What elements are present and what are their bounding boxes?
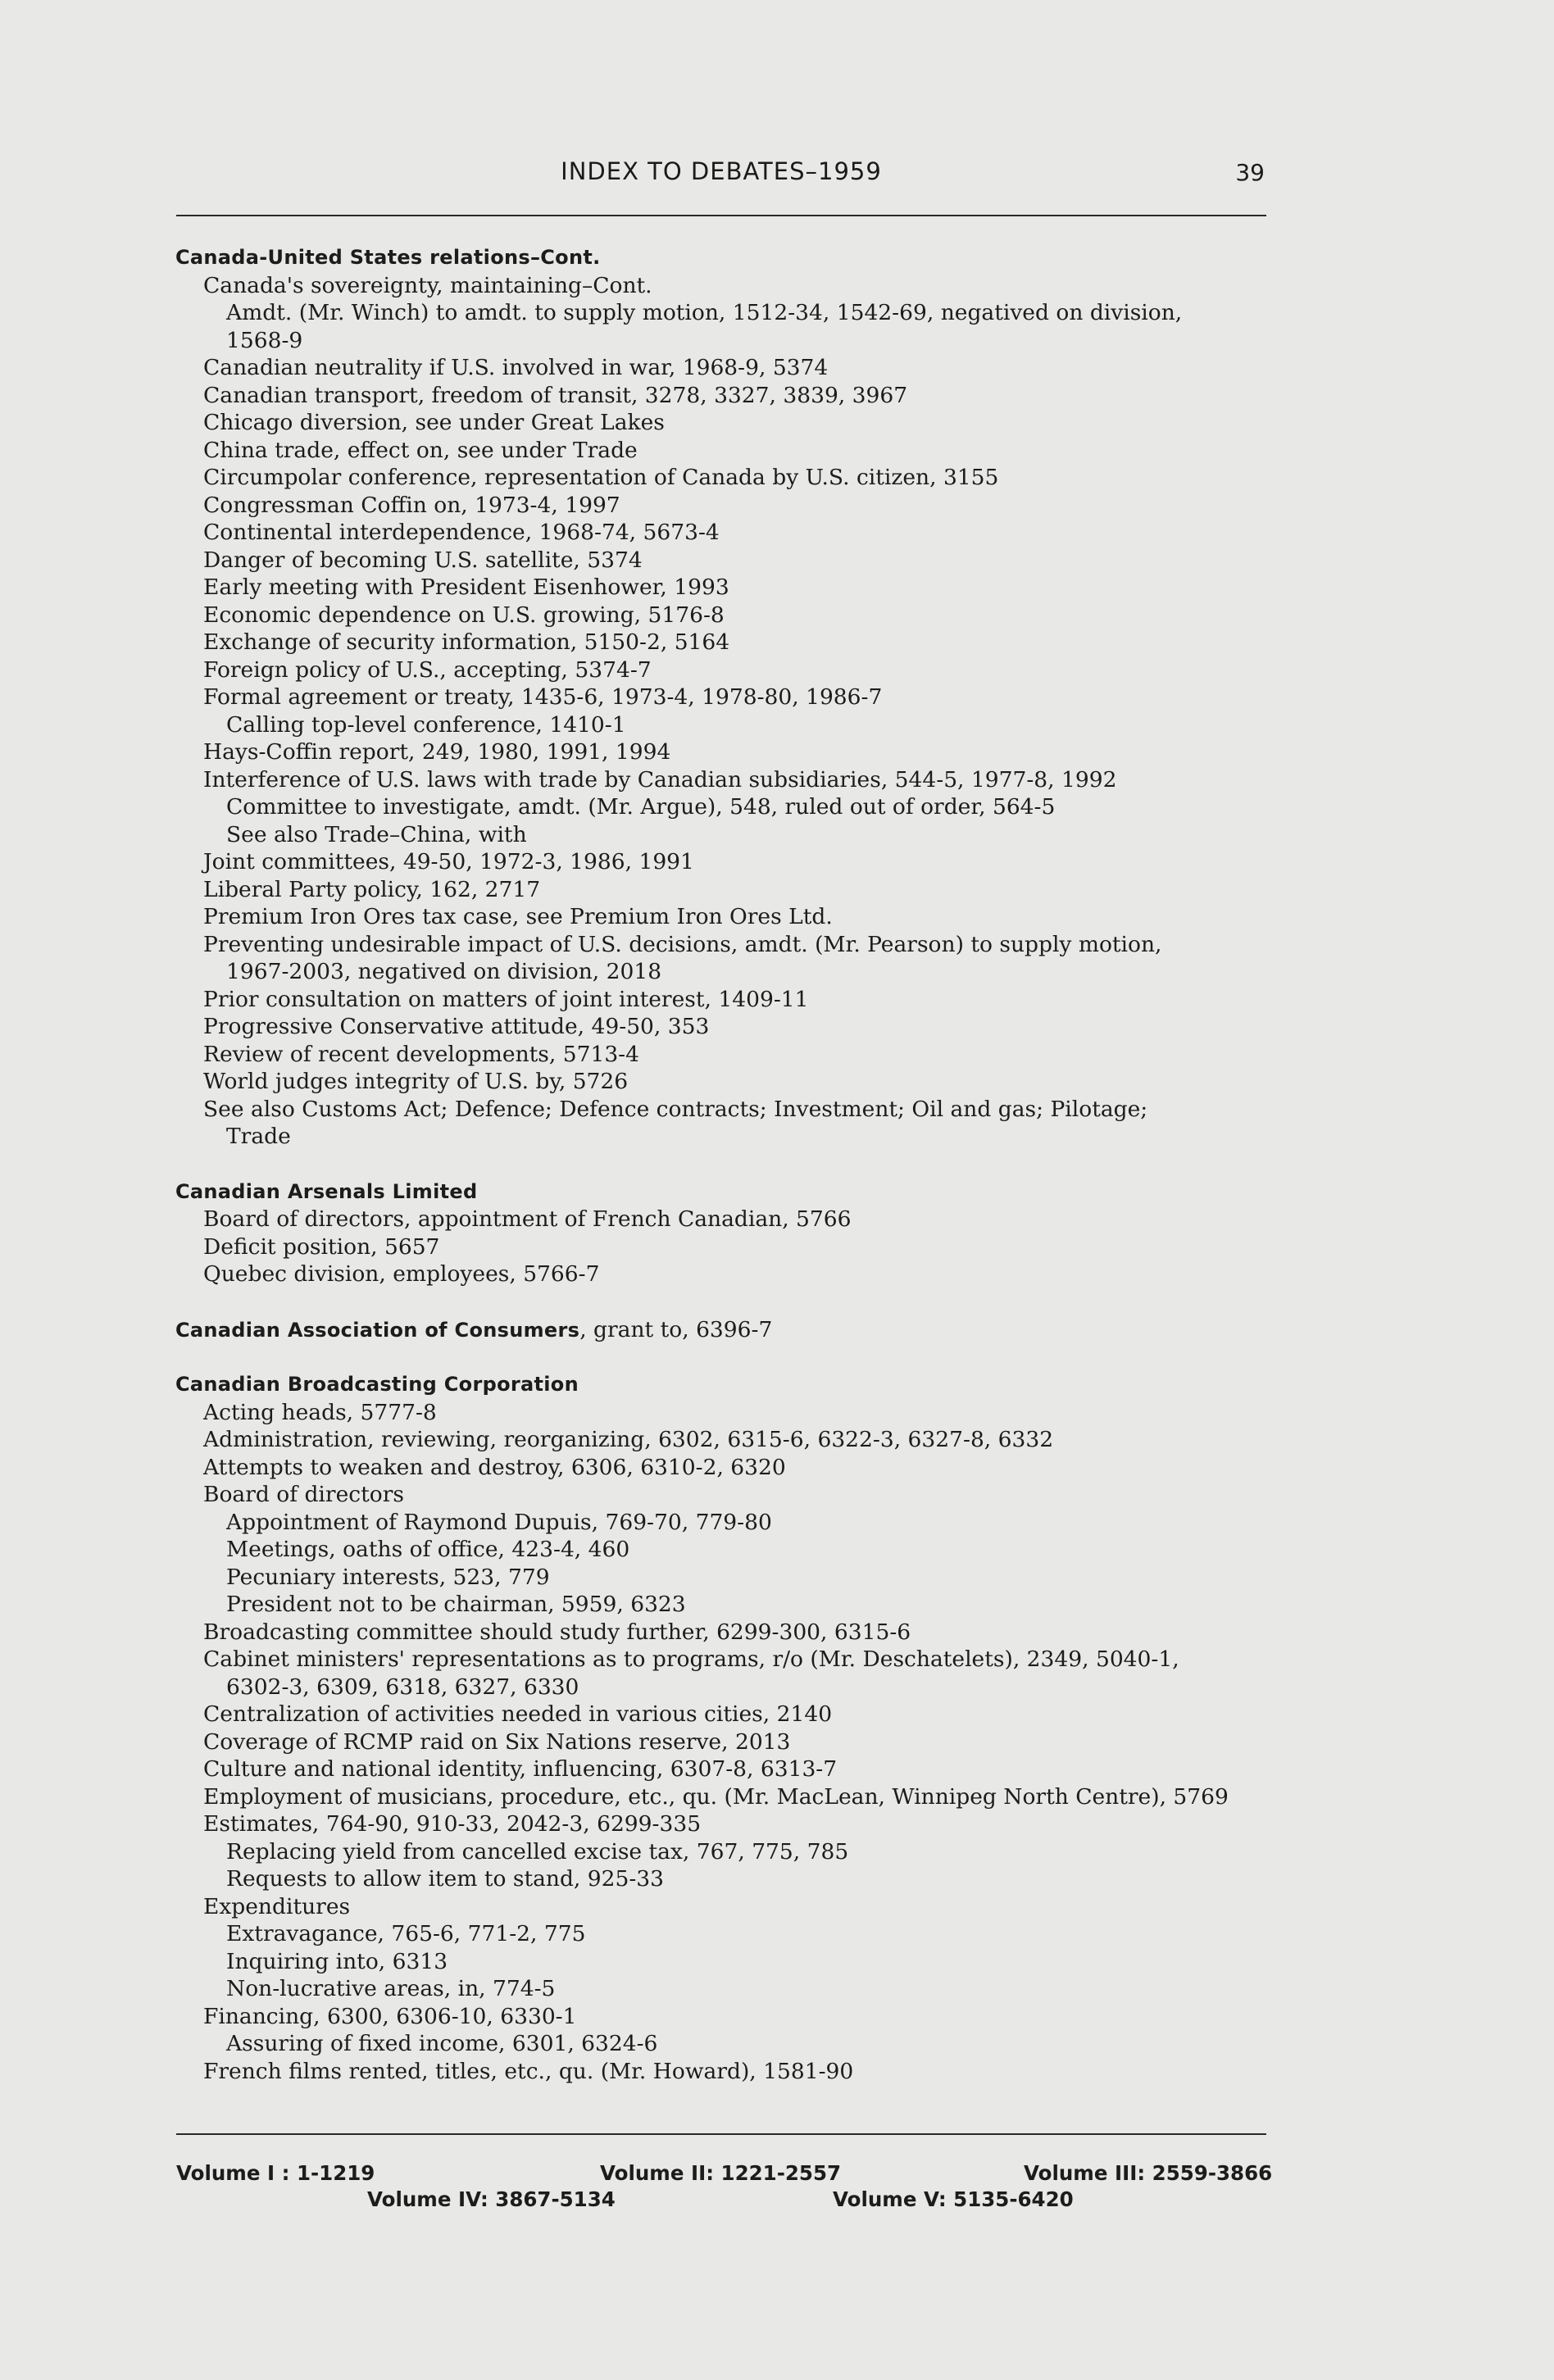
index-subsubentry: See also Trade–China, with (226, 821, 527, 847)
index-subsubentry: Committee to investigate, amdt. (Mr. Argue), 548, ruled out of order, 564-5 (226, 794, 1056, 820)
page-number: 39 (1235, 159, 1265, 186)
index-subentry: Board of directors (203, 1482, 404, 1507)
index-subentry: Preventing undesirable impact of U.S. decisions, amdt. (Mr. Pearson) to supply motion, (203, 931, 1162, 957)
index-subentry: Continental interdependence, 1968-74, 5673-4 (203, 520, 720, 545)
index-subentry: Congressman Coffin on, 1973-4, 1997 (203, 492, 620, 518)
index-subsubentry: Non-lucrative areas, in, 774-5 (226, 1976, 556, 2001)
index-subsubentry: Extravagance, 765-6, 771-2, 775 (226, 1921, 586, 1946)
index-subentry: Canadian transport, freedom of transit, 3278, 3327, 3839, 3967 (203, 382, 908, 408)
index-subentry: Economic dependence on U.S. growing, 5176-8 (203, 602, 725, 628)
index-subentry: Expenditures (203, 1893, 351, 1919)
index-subentry: China trade, effect on, see under Trade (203, 437, 638, 463)
index-subsubentry: 1568-9 (226, 327, 303, 353)
index-subsubentry: Amdt. (Mr. Winch) to amdt. to supply motion, 1512-34, 1542-69, negatived on division, (226, 300, 1183, 325)
index-subentry: Culture and national identity, influencing, 6307-8, 6313-7 (203, 1756, 838, 1782)
index-entries (175, 244, 1274, 2085)
index-subsubentry: Replacing yield from cancelled excise tax, 767, 775, 785 (226, 1838, 849, 1864)
index-subentry: Deficit position, 5657 (203, 1233, 440, 1260)
index-subentry: Coverage of RCMP raid on Six Nations reserve, 2013 (203, 1728, 791, 1755)
index-subentry: Centralization of activities needed in various cities, 2140 (203, 1701, 833, 1727)
index-subsubentry: 1967-2003, negatived on division, 2018 (226, 959, 662, 984)
index-subsubentry: Meetings, oaths of office, 423-4, 460 (226, 1537, 630, 1562)
index-subentry: Danger of becoming U.S. satellite, 5374 (203, 547, 643, 573)
entry-spacer (175, 1151, 1274, 1179)
index-subsubentry: Pecuniary interests, 523, 779 (226, 1564, 550, 1590)
index-subentry: Review of recent developments, 5713-4 (203, 1041, 639, 1067)
index-subentry: Interference of U.S. laws with trade by Canadian subsidiaries, 544-5, 1977-8, 1992 (203, 766, 1117, 793)
index-subentry: Joint committees, 49-50, 1972-3, 1986, 1991 (203, 849, 694, 874)
index-heading (175, 1179, 1274, 1206)
index-subentry: Financing, 6300, 6306-10, 6330-1 (203, 2003, 577, 2029)
heading-text: Canadian Arsenals Limited (175, 1179, 478, 1203)
index-subentry: Progressive Conservative attitude, 49-50, 353 (203, 1014, 710, 1039)
index-subentry: Estimates, 764-90, 910-33, 2042-3, 6299-335 (203, 1811, 702, 1837)
index-subentry: Liberal Party policy, 162, 2717 (203, 876, 541, 902)
index-subentry: Broadcasting committee should study further, 6299-300, 6315-6 (203, 1619, 911, 1645)
index-subsubentry: Appointment of Raymond Dupuis, 769-70, 779-80 (226, 1509, 772, 1535)
index-subentry: Foreign policy of U.S., accepting, 5374-7 (203, 656, 652, 683)
index-subsubentry: Trade (226, 1124, 291, 1149)
footer-volume-3: Volume III: 2559-3866 (1024, 2161, 1273, 2185)
index-subentry: Employment of musicians, procedure, etc., qu. (Mr. MacLean, Winnipeg North Centre), 5769 (203, 1783, 1229, 1810)
footer-volume-1: Volume I : 1-1219 (176, 2161, 375, 2185)
index-subentry: Chicago diversion, see under Great Lakes (203, 410, 665, 435)
index-subentry: Canadian neutrality if U.S. involved in war, 1968-9, 5374 (203, 355, 829, 380)
footer-divider (176, 2133, 1266, 2135)
entry-spacer (175, 1343, 1274, 1371)
index-subentry: Circumpolar conference, representation of Canada by U.S. citizen, 3155 (203, 465, 999, 490)
footer-volume-2: Volume II: 1221-2557 (600, 2161, 842, 2185)
index-subentry: French films rented, titles, etc., qu. (Mr. Howard), 1581-90 (203, 2058, 854, 2084)
index-subentry: Early meeting with President Eisenhower, 1993 (203, 575, 729, 600)
footer-volume-5: Volume V: 5135-6420 (833, 2187, 1074, 2211)
index-subsubentry: Inquiring into, 6313 (226, 1948, 448, 1974)
index-heading (175, 1371, 1274, 1399)
index-subentry: Hays-Coffin report, 249, 1980, 1991, 1994 (203, 739, 671, 765)
index-subentry: Quebec division, employees, 5766-7 (203, 1261, 600, 1287)
heading-pages: , grant to, 6396-7 (579, 1316, 773, 1342)
index-subsubentry: Calling top-level conference, 1410-1 (226, 711, 626, 738)
heading-text: Canada-United States relations–Cont. (175, 246, 601, 269)
index-subentry: World judges integrity of U.S. by, 5726 (203, 1069, 629, 1094)
index-subentry: Premium Iron Ores tax case, see Premium Iron Ores Ltd. (203, 904, 833, 929)
index-subentry: Acting heads, 5777-8 (203, 1399, 437, 1425)
index-subentry: Exchange of security information, 5150-2, 5164 (203, 629, 730, 655)
index-subsubentry: 6302-3, 6309, 6318, 6327, 6330 (226, 1674, 579, 1700)
index-subentry: Administration, reviewing, reorganizing, 6302, 6315-6, 6322-3, 6327-8, 6332 (203, 1427, 1054, 1452)
index-subsubentry: Requests to allow item to stand, 925-33 (226, 1866, 665, 1892)
index-heading (175, 244, 1274, 272)
index-subentry: Canada's sovereignty, maintaining–Cont. (203, 272, 652, 298)
entry-spacer (175, 1288, 1274, 1316)
index-heading (175, 1316, 1274, 1344)
heading-text: Canadian Association of Consumers (175, 1318, 580, 1342)
index-subentry: Board of directors, appointment of French Canadian, 5766 (203, 1206, 852, 1232)
page-header (176, 157, 1266, 216)
index-subsubentry: Assuring of fixed income, 6301, 6324-6 (226, 2031, 658, 2056)
index-subentry: Prior consultation on matters of joint interest, 1409-11 (203, 986, 809, 1012)
index-subentry: Cabinet ministers' representations as to programs, r/o (Mr. Deschatelets), 2349, 5040-1, (203, 1646, 1179, 1672)
heading-text: Canadian Broadcasting Corporation (175, 1373, 579, 1396)
page-title: INDEX TO DEBATES–1959 (561, 157, 882, 185)
index-subentry: See also Customs Act; Defence; Defence contracts; Investment; Oil and gas; Pilotage; (203, 1096, 1148, 1122)
index-subsubentry: President not to be chairman, 5959, 6323 (226, 1592, 686, 1617)
footer-volume-4: Volume IV: 3867-5134 (367, 2187, 616, 2211)
index-subentry: Attempts to weaken and destroy, 6306, 6310-2, 6320 (203, 1454, 786, 1480)
index-subentry: Formal agreement or treaty, 1435-6, 1973-4, 1978-80, 1986-7 (203, 684, 883, 710)
